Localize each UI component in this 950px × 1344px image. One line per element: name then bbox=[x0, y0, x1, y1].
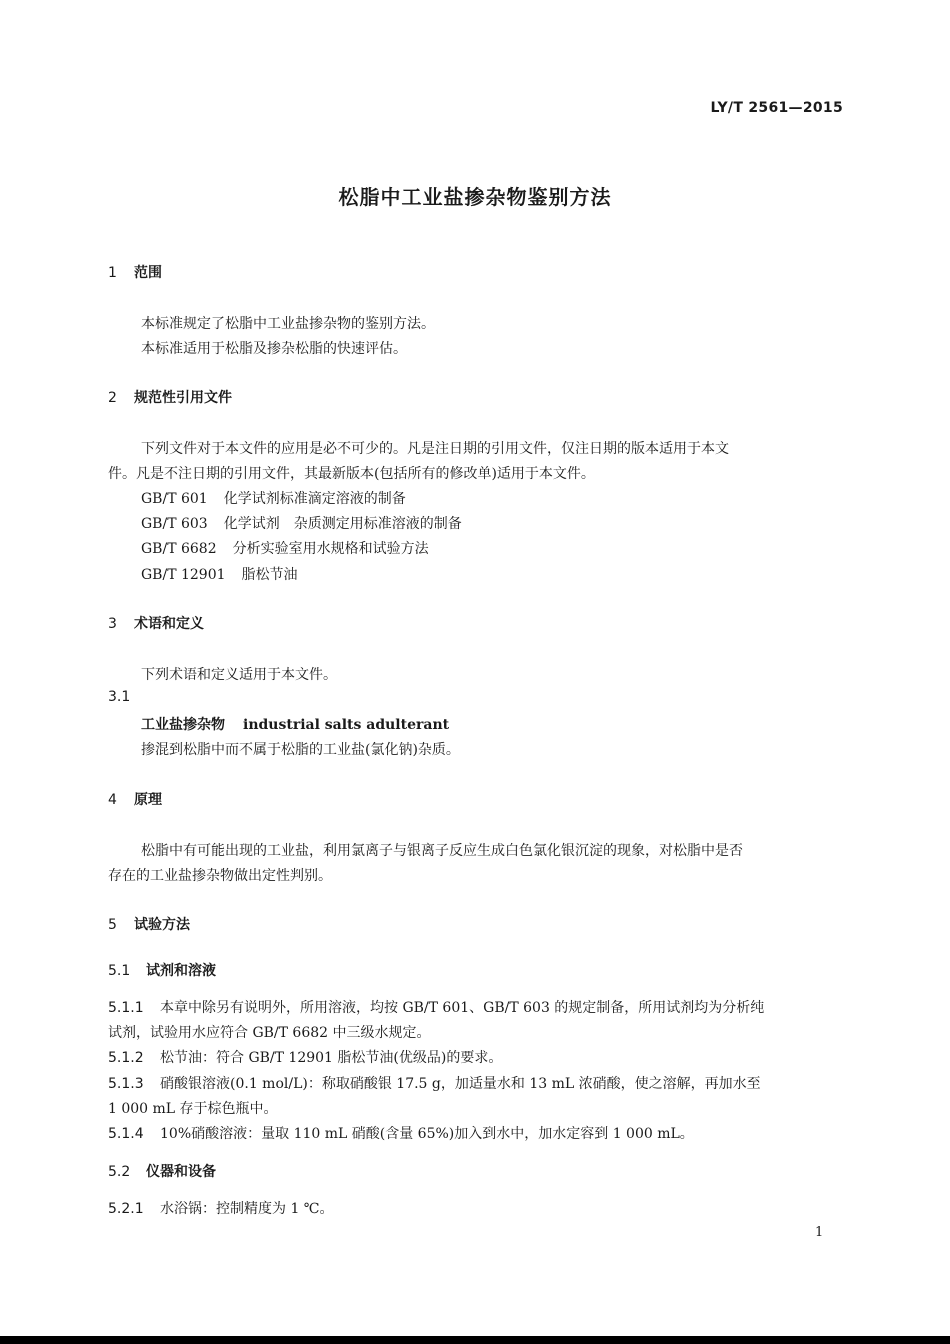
paragraph: 下列文件对于本文件的应用是必不可少的。凡是注日期的引用文件，仅注日期的版本适用于本文 bbox=[141, 441, 729, 457]
paragraph: 本标准适用于松脂及掺杂松脂的快速评估。 bbox=[141, 341, 407, 357]
subsection-number: 5.2 bbox=[108, 1164, 131, 1180]
clause-number: 5.1.1 bbox=[108, 1000, 144, 1016]
page-number: 1 bbox=[815, 1225, 824, 1240]
section-title: 术语和定义 bbox=[134, 616, 204, 632]
clause-5-2-1 bbox=[108, 1198, 844, 1218]
section-number: 1 bbox=[108, 265, 117, 281]
section-title: 原理 bbox=[134, 792, 162, 808]
term-number: 3.1 bbox=[108, 689, 131, 705]
paragraph-continuation: 件。凡是不注日期的引用文件，其最新版本(包括所有的修改单)适用于本文件。 bbox=[108, 466, 595, 482]
reference-title: 分析实验室用水规格和试验方法 bbox=[232, 541, 429, 557]
subsection-5-2-heading bbox=[108, 1161, 844, 1181]
paragraph: 下列术语和定义适用于本文件。 bbox=[141, 667, 337, 683]
reference-code: GB/T 601 bbox=[141, 491, 208, 507]
standard-code: LY/T 2561—2015 bbox=[710, 100, 843, 116]
paragraph: 松脂中有可能出现的工业盐，利用氯离子与银离子反应生成白色氯化银沉淀的现象，对松脂中是否 bbox=[141, 843, 743, 859]
reference-item bbox=[141, 538, 844, 558]
term-english: industrial salts adulterant bbox=[243, 717, 450, 733]
subsection-title: 试剂和溶液 bbox=[146, 963, 216, 979]
section-number: 3 bbox=[108, 616, 117, 632]
clause-5-1-2 bbox=[108, 1047, 844, 1067]
subsection-number: 5.1 bbox=[108, 963, 131, 979]
reference-title: 化学试剂标准滴定溶液的制备 bbox=[223, 491, 406, 507]
subsection-title: 仪器和设备 bbox=[146, 1164, 216, 1180]
section-number: 4 bbox=[108, 792, 117, 808]
paragraph: 本标准规定了松脂中工业盐掺杂物的鉴别方法。 bbox=[141, 316, 435, 332]
clause-text: 松节油：符合 GB/T 12901 脂松节油(优级品)的要求。 bbox=[160, 1050, 503, 1066]
clause-continuation: 1 000 mL 存于棕色瓶中。 bbox=[108, 1101, 278, 1117]
clause-number: 5.1.3 bbox=[108, 1076, 144, 1092]
bottom-rule bbox=[0, 1336, 950, 1344]
section-1-heading bbox=[108, 262, 844, 282]
clause-5-1-3 bbox=[108, 1073, 844, 1093]
reference-code: GB/T 12901 bbox=[141, 567, 226, 583]
section-title: 规范性引用文件 bbox=[134, 390, 232, 406]
term-definition: 掺混到松脂中而不属于松脂的工业盐(氯化钠)杂质。 bbox=[141, 742, 460, 758]
reference-code: GB/T 603 bbox=[141, 516, 208, 532]
section-title: 试验方法 bbox=[134, 917, 190, 933]
term-chinese: 工业盐掺杂物 bbox=[141, 717, 225, 733]
reference-item bbox=[141, 513, 844, 533]
clause-5-1-4 bbox=[108, 1123, 844, 1143]
section-title: 范围 bbox=[134, 265, 162, 281]
section-4-heading bbox=[108, 789, 844, 809]
clause-number: 5.1.4 bbox=[108, 1126, 144, 1142]
subsection-5-1-heading bbox=[108, 960, 844, 980]
reference-item bbox=[141, 488, 844, 508]
section-number: 5 bbox=[108, 917, 117, 933]
clause-text: 水浴锅：控制精度为 1 ℃。 bbox=[160, 1201, 334, 1217]
section-3-heading bbox=[108, 613, 844, 633]
reference-item bbox=[141, 564, 844, 584]
clause-text: 硝酸银溶液(0.1 mol/L)：称取硝酸银 17.5 g，加适量水和 13 mL 浓硝酸，使之溶解，再加水至 bbox=[160, 1076, 761, 1092]
clause-number: 5.1.2 bbox=[108, 1050, 144, 1066]
clause-text: 10%硝酸溶液：量取 110 mL 硝酸(含量 65%)加入到水中，加水定容到 1 000 mL。 bbox=[160, 1126, 694, 1142]
clause-number: 5.2.1 bbox=[108, 1201, 144, 1217]
clause-5-1-1 bbox=[108, 997, 844, 1017]
term-entry bbox=[141, 714, 844, 734]
document-title: 松脂中工业盐掺杂物鉴别方法 bbox=[338, 185, 612, 209]
section-2-heading bbox=[108, 387, 844, 407]
paragraph-continuation: 存在的工业盐掺杂物做出定性判别。 bbox=[108, 868, 332, 884]
clause-continuation: 试剂，试验用水应符合 GB/T 6682 中三级水规定。 bbox=[108, 1025, 431, 1041]
clause-text: 本章中除另有说明外，所用溶液，均按 GB/T 601、GB/T 603 的规定制备，所用试剂均为分析纯 bbox=[160, 1000, 765, 1016]
section-number: 2 bbox=[108, 390, 117, 406]
reference-code: GB/T 6682 bbox=[141, 541, 217, 557]
reference-title: 脂松节油 bbox=[241, 567, 298, 583]
section-5-heading bbox=[108, 914, 844, 934]
reference-title: 化学试剂 杂质测定用标准溶液的制备 bbox=[223, 516, 462, 532]
